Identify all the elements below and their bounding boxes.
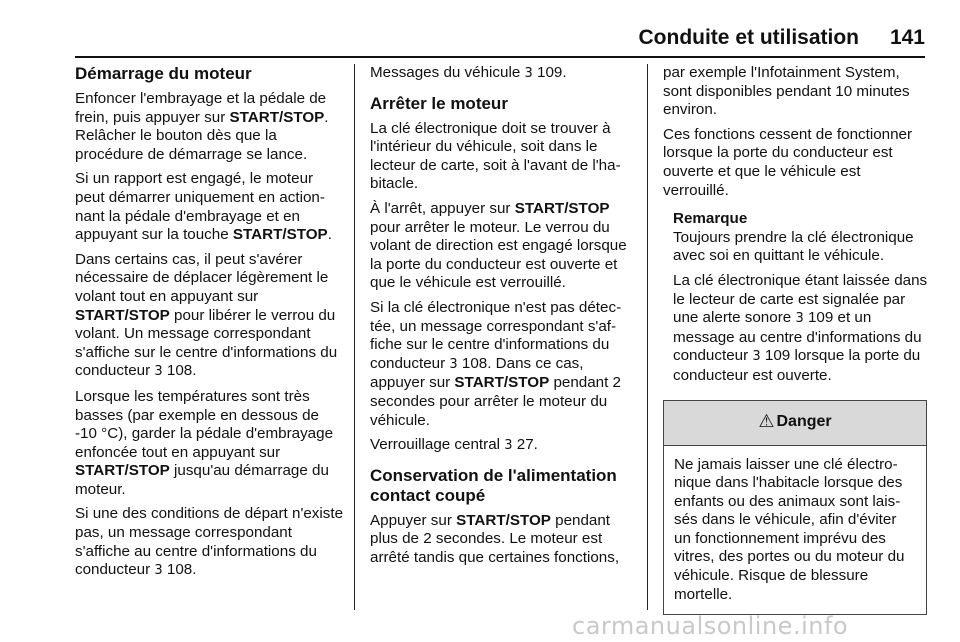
start-stop-label: START/STOP: [514, 199, 610, 217]
danger-header: [664, 401, 926, 446]
warning-triangle-icon: ⚠: [758, 411, 775, 433]
column-2: [370, 64, 638, 573]
paragraph: Enfoncer l'embrayage et la pédale de frein, puis appuyer sur START/STOP. Relâcher le bouton dès que la procédure de démarrage se lance.: [75, 90, 329, 163]
section-title: Conduite et utilisation: [638, 26, 859, 49]
danger-box: [663, 400, 927, 616]
paragraph: Si la clé électronique n'est pas détectée, un message correspondant s'affiche sur le centre d'informations du conducteur 3 108. Dans ce cas, appuyer sur START/STOP pendant 2 secondes pour arrêter le moteur du véhicule.: [370, 298, 622, 429]
page-ref-icon: 3: [524, 66, 533, 81]
paragraph: Dans certains cas, il peut s'avérer nécessaire de déplacer légèrement le volant tout en appuyant sur START/STOP pour libérer le verrou du volant. Un message correspondant s'affiche sur le centre d'informations du conducteur 3 108.: [75, 250, 338, 380]
paragraph: Si une des conditions de départ n'existe pas, un message correspondant s'affiche au centre d'informations du conducteur 3 108.: [75, 505, 344, 579]
paragraph: La clé électronique étant laissée dans le lecteur de carte est signalée par une alerte sonore 3 109 et un message au centre d'informations du conducteur 3 109 lorsque la porte du conducteur est ouverte.: [673, 271, 928, 384]
page-header: [75, 22, 925, 58]
section-heading: Conservation de l'alimentation contact coupé: [370, 465, 617, 505]
paragraph: par exemple l'Infotainment System, sont disponibles pendant 10 minutes environ.: [663, 64, 910, 119]
column-divider: [354, 64, 355, 610]
page-ref-icon: 3: [504, 438, 513, 454]
remark-box: [663, 210, 928, 385]
column-1: [75, 64, 343, 587]
danger-title: Danger: [776, 413, 832, 431]
watermark: carmanualsonline.info: [572, 612, 849, 640]
paragraph: Verrouillage central 3 27.: [370, 436, 538, 454]
paragraph: Appuyer sur START/STOP pendant plus de 2 secondes. Le moteur est arrêté tandis que certaines fonctions,: [370, 511, 620, 566]
paragraph: Lorsque les températures sont très basses (par exemple en dessous de -10 °C), garder la pédale d'embrayage enfoncée tout en appuyant sur START/STOP jusqu'au démarrage du moteur.: [75, 387, 334, 498]
start-stop-label: START/STOP: [229, 108, 325, 126]
start-stop-label: START/STOP: [456, 511, 551, 529]
page-ref-icon: 3: [154, 563, 163, 579]
paragraph: Toujours prendre la clé électronique avec soi en quittant le véhicule.: [673, 228, 914, 265]
paragraph: À l'arrêt, appuyer sur START/STOP pour arrêter le moteur. Le verrou du volant de direction est engagé lorsque la porte du conducteur est ouverte et que le véhicule est verrouillé.: [370, 199, 627, 292]
section-heading: Arrêter le moteur: [370, 93, 508, 113]
section-heading: Démarrage du moteur: [75, 64, 252, 83]
page-number: 141: [889, 26, 925, 49]
page-ref-icon: 3: [752, 349, 761, 365]
paragraph: Ces fonctions cessent de fonctionner lorsque la porte du conducteur est ouverte et que le véhicule est verrouillé.: [663, 125, 913, 199]
paragraph: Messages du véhicule 3 109.: [370, 64, 567, 81]
start-stop-label: START/STOP: [75, 306, 170, 324]
remark-title: Remarque: [673, 210, 748, 228]
column-3: [663, 64, 928, 615]
page-ref-icon: 3: [154, 364, 163, 380]
start-stop-label: START/STOP: [232, 226, 328, 244]
page-ref-icon: 3: [795, 311, 804, 327]
start-stop-label: START/STOP: [454, 374, 550, 392]
paragraph: La clé électronique doit se trouver à l'intérieur du véhicule, soit dans le lecteur de carte, soit à l'avant de l'habitacle.: [370, 119, 621, 193]
page-ref-icon: 3: [449, 356, 458, 372]
paragraph: Si un rapport est engagé, le moteur peut démarrer uniquement en actionnant la pédale d'embrayage et en appuyant sur la touche START/STOP.: [75, 170, 332, 244]
column-divider: [647, 64, 648, 610]
danger-text: Ne jamais laisser une clé électronique dans l'habitacle lorsque des enfants ou des animaux sont laissés dans le véhicule, afin d'éviter un fonctionnement imprévu des vitres, des portes ou du moteur du véhicule. Risque de blessure mortelle.: [674, 455, 905, 603]
start-stop-label: START/STOP: [75, 462, 170, 480]
